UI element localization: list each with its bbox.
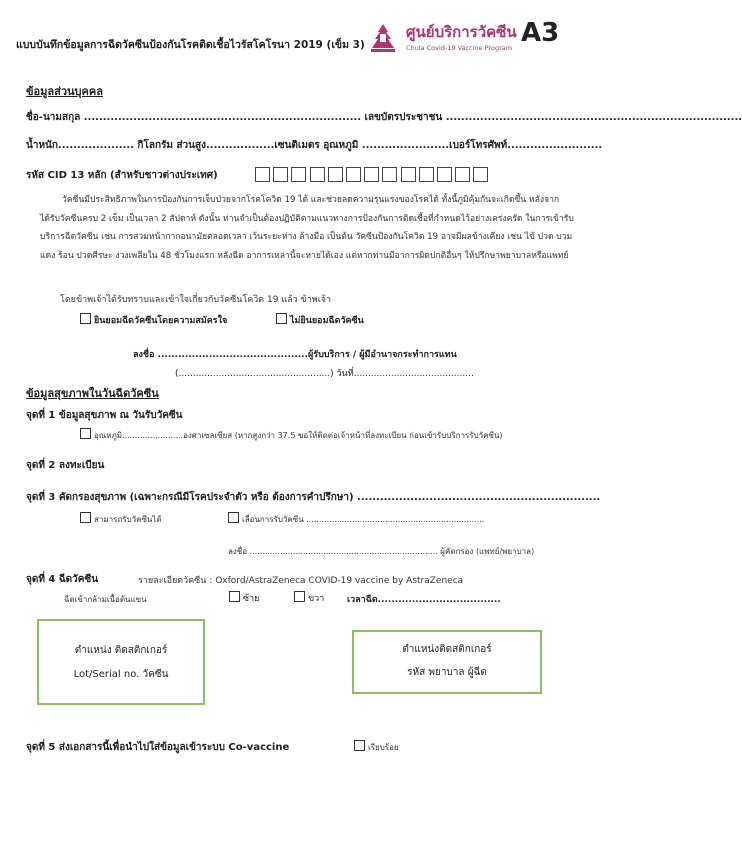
cid-digit-box[interactable] bbox=[419, 167, 434, 182]
point4-arm-label: ฉีดเข้ากล้ามเนื้อต้นแขน bbox=[64, 595, 147, 604]
screener-signature[interactable]: ลงชื่อ .......................................................................... ผู้คัดกรอง (แพทย์/พยาบาล) bbox=[228, 547, 535, 556]
point3-title: จุดที่ 3 คัดกรองสุขภาพ (เฉพาะกรณีมีโรคประจำตัว หรือ ต้องการคำปรึกษา) ................................................................ bbox=[26, 492, 601, 503]
section-personal-title: ข้อมูลส่วนบุคคล bbox=[26, 85, 103, 98]
checkbox[interactable] bbox=[354, 740, 365, 751]
logo-thai-text: ศูนย์บริการวัคซีน bbox=[406, 23, 517, 41]
temperature-label: อุณหภูมิ........................องศาเซลเซียส (หากสูงกว่า 37.5 ขอให้ติดต่อเจ้าหน้าที่ลงทะเบียน ก่อนเข้ารับบริการรับวัคซีน) bbox=[94, 431, 503, 440]
paragraph-line: บริการฉีดวัคซีน เช่น การสวมหน้ากากอนามัยตลอดเวลา เว้นระยะห่าง ล้างมือ เป็นต้น วัคซีนป้องกันโควิด 19 อาจมีผลข้างเคียง เช่น ไข้ ปวด บวม bbox=[40, 232, 573, 242]
form-code: A3 bbox=[521, 18, 560, 48]
cid-digit-box[interactable] bbox=[291, 167, 306, 182]
logo-english-text: Chula Covid-19 Vaccine Program bbox=[406, 44, 513, 52]
cid-label: รหัส CID 13 หลัก (สำหรับชาวต่างประเทศ) bbox=[26, 170, 218, 181]
arm-right-option[interactable] bbox=[294, 591, 324, 605]
sticker-lot-line2: Lot/Serial no. วัคซีน bbox=[73, 669, 169, 680]
signature-name-line[interactable]: (.....................................................) วันที่.......................................... bbox=[175, 369, 474, 379]
point3-can-vaccinate[interactable] bbox=[80, 512, 162, 526]
cid-digit-box[interactable] bbox=[273, 167, 288, 182]
paragraph-line: ได้รับวัคซีนครบ 2 เข็ม เป็นเวลา 2 สัปดาห์ ดังนั้น ท่านจำเป็นต้องปฏิบัติตามแนวทางการป้องกันการติดเชื้อที่กำหนดไว้อย่างเคร่งครัด ในการเข้ารับ bbox=[40, 213, 574, 224]
point2-title: จุดที่ 2 ลงทะเบียน bbox=[26, 460, 105, 471]
arm-left-option[interactable] bbox=[229, 591, 259, 605]
cid-digit-box[interactable] bbox=[455, 167, 470, 182]
arm-right-label: ขวา bbox=[308, 594, 325, 604]
checkbox[interactable] bbox=[276, 313, 287, 324]
sticker-lot-area bbox=[37, 619, 205, 705]
can-vaccinate-label: สามารถรับวัคซีนได้ bbox=[94, 515, 162, 524]
checkbox[interactable] bbox=[80, 512, 91, 523]
consent-no-label: ไม่ยินยอมฉีดวัคซีน bbox=[290, 316, 364, 326]
cid-digit-box[interactable] bbox=[401, 167, 416, 182]
paragraph-line: แดง ร้อน ปวดศีรษะ ง่วงเพลียใน 48 ชั่วโมงแรก หลังฉีด อาการเหล่านี้จะหายได้เอง แต่หากท่านมีอาการผิดปกติอื่นๆ ให้ปรึกษาพยาบาลหรือแพทย์ bbox=[40, 250, 569, 261]
cid-digit-box[interactable] bbox=[346, 167, 361, 182]
checkbox[interactable] bbox=[80, 428, 91, 439]
point5-title: จุดที่ 5 ส่งเอกสารนี้เพื่อนำไปใส่ข้อมูลเข้าระบบ Co-vaccine bbox=[26, 742, 290, 753]
done-label: เรียบร้อย bbox=[368, 743, 399, 752]
sticker-nurse-line2: รหัส พยาบาล ผู้ฉีด bbox=[407, 667, 487, 678]
consent-yes-option[interactable] bbox=[80, 313, 227, 327]
sticker-nurse-line1: ตำแหน่งติดสติกเกอร์ bbox=[402, 644, 492, 655]
weight-height-line[interactable]: น้ำหนัก.................... กิโลกรัม ส่วนสูง..................เซนติเมตร อุณหภูมิ .......................เบอร์โทรศัพท์......................... bbox=[26, 140, 603, 151]
point1-title: จุดที่ 1 ข้อมูลสุขภาพ ณ วันรับวัคซีน bbox=[26, 410, 183, 421]
arm-left-label: ซ้าย bbox=[243, 594, 260, 604]
point1-temperature[interactable] bbox=[80, 428, 503, 442]
point4-vaccine-detail: รายละเอียดวัคซีน : Oxford/AstraZeneca COVID-19 vaccine by AstraZeneca bbox=[138, 576, 464, 586]
sticker-lot-line1: ตำแหน่ง ติดสติกเกอร์ bbox=[74, 645, 168, 656]
cid-digit-box[interactable] bbox=[255, 167, 270, 182]
sticker-nurse-area bbox=[352, 630, 542, 694]
checkbox[interactable] bbox=[294, 591, 305, 602]
cid-digit-box[interactable] bbox=[437, 167, 452, 182]
checkbox[interactable] bbox=[229, 591, 240, 602]
consent-paragraph bbox=[40, 191, 574, 265]
name-id-line[interactable]: ชื่อ-นามสกุล ......................................................................... เลขบัตรประชาชน .............................................................................. bbox=[26, 112, 742, 123]
postpone-label: เลื่อนการรับวัคซีน ...................................................................... bbox=[242, 515, 485, 524]
cid-digit-box[interactable] bbox=[364, 167, 379, 182]
point5-done-option[interactable] bbox=[354, 740, 399, 754]
cid-digit-box[interactable] bbox=[328, 167, 343, 182]
cid-digit-box[interactable] bbox=[382, 167, 397, 182]
section-health-title: ข้อมูลสุขภาพในวันฉีดวัคซีน bbox=[26, 387, 159, 400]
form-title: แบบบันทึกข้อมูลการฉีดวัคซีนป้องกันโรคติดเชื้อไวรัสโคโรนา 2019 (เข็ม 3) bbox=[16, 39, 365, 51]
acknowledge-text: โดยข้าพเจ้าได้รับทราบและเข้าใจเกี่ยวกับวัคซีนโควิด 19 แล้ว ข้าพเจ้า bbox=[60, 295, 332, 305]
checkbox[interactable] bbox=[80, 313, 91, 324]
chula-emblem-icon bbox=[366, 22, 400, 56]
paragraph-line: วัคซีนมีประสิทธิภาพในการป้องกันการเจ็บป่วยจากโรคโควิด 19 ได้ และช่วยลดความรุนแรงของโรคได้ ทั้งนี้ภูมิคุ้มกันจะเกิดขึ้น หลังจาก bbox=[62, 195, 560, 205]
cid-digit-box[interactable] bbox=[310, 167, 325, 182]
consent-no-option[interactable] bbox=[276, 313, 364, 327]
point4-title: จุดที่ 4 ฉีดวัคซีน bbox=[26, 574, 99, 585]
consent-yes-label: ยินยอมฉีดวัคซีนโดยความสมัครใจ bbox=[94, 316, 228, 326]
injection-time[interactable]: เวลาฉีด.................................... bbox=[347, 595, 501, 605]
checkbox[interactable] bbox=[228, 512, 239, 523]
cid-digit-box[interactable] bbox=[473, 167, 488, 182]
point3-postpone[interactable] bbox=[228, 512, 484, 526]
signature-line[interactable]: ลงชื่อ ............................................ผู้รับบริการ / ผู้มีอำนาจกระทำการแทน bbox=[133, 350, 457, 360]
